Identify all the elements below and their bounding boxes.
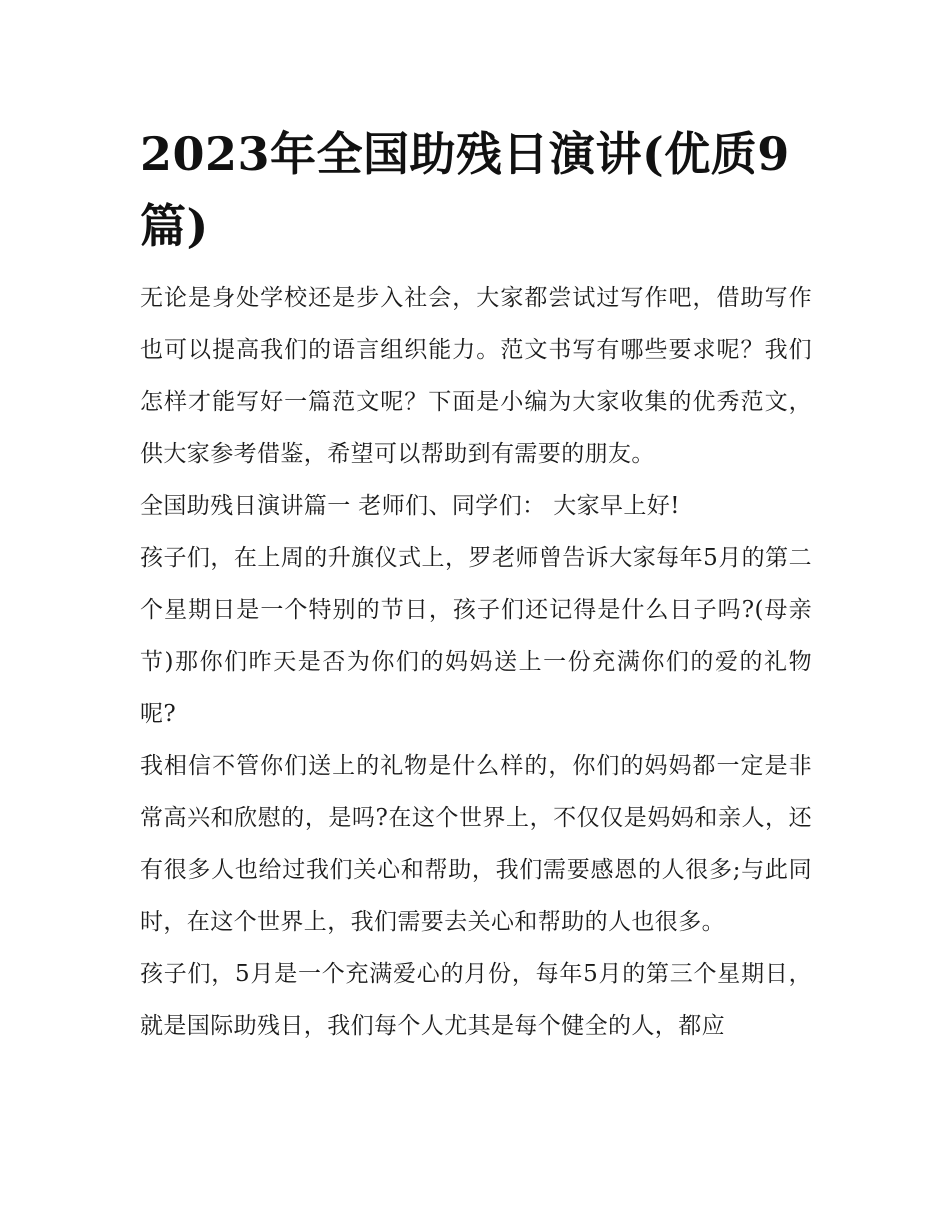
document-title: 2023年全国助残日演讲(优质9篇) bbox=[140, 127, 790, 253]
paragraph-greeting: 全国助残日演讲篇一 老师们、同学们： 大家早上好! bbox=[140, 493, 680, 519]
paragraph-disability-day: 孩子们，5月是一个充满爱心的月份，每年5月的第三个星期日，就是国际助残日，我们每个人尤其是每个健全的人，都应 bbox=[140, 961, 812, 1039]
document-page bbox=[140, 118, 812, 1052]
paragraph-intro: 无论是身处学校还是步入社会，大家都尝试过写作吧，借助写作也可以提高我们的语言组织能力。范文书写有哪些要求呢？我们怎样才能写好一篇范文呢？下面是小编为大家收集的优秀范文，供大家参考借鉴，希望可以帮助到有需要的朋友。 bbox=[140, 285, 812, 467]
paragraph-gratitude: 我相信不管你们送上的礼物是什么样的，你们的妈妈都一定是非常高兴和欣慰的，是吗?在这个世界上，不仅仅是妈妈和亲人，还有很多人也给过我们关心和帮助，我们需要感恩的人很多;与此同时，在这个世界上，我们需要去关心和帮助的人也很多。 bbox=[140, 753, 812, 935]
paragraph-mothers-day: 孩子们，在上周的升旗仪式上，罗老师曾告诉大家每年5月的第二个星期日是一个特别的节日，孩子们还记得是什么日子吗?(母亲节)那你们昨天是否为你们的妈妈送上一份充满你们的爱的礼物呢? bbox=[140, 545, 812, 727]
